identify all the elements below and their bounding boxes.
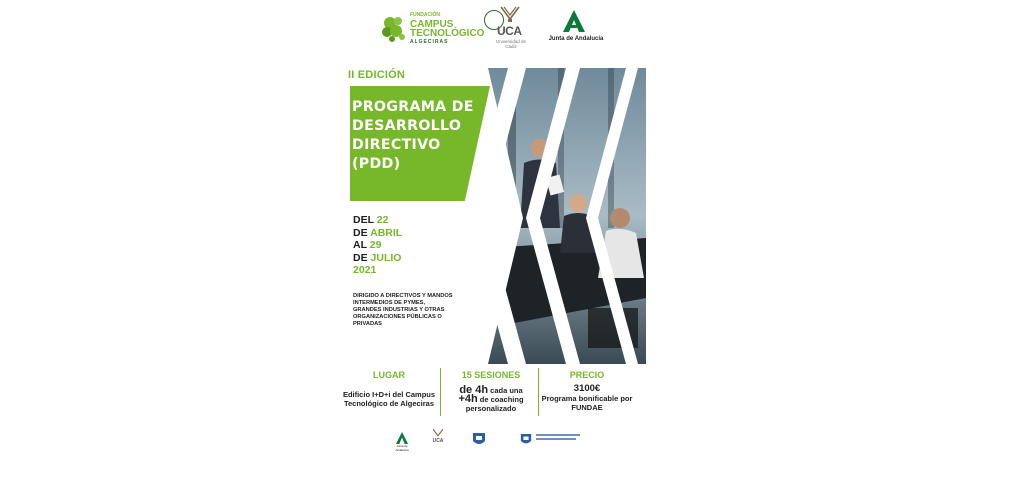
tecnologico-label: TECNOLÓGICO bbox=[410, 28, 485, 39]
fundacion-label: FUNDACIÓN bbox=[410, 12, 440, 18]
fundacion-logo-text bbox=[410, 11, 484, 47]
sesiones-body bbox=[444, 386, 538, 413]
uca-emblem-icon bbox=[499, 5, 521, 23]
sesiones-column bbox=[444, 370, 538, 413]
uca-small-label: UCA bbox=[432, 438, 444, 444]
bubbles-icon bbox=[380, 13, 410, 43]
sesiones-rest: de coaching bbox=[477, 395, 524, 404]
program-title: PROGRAMA DE DESARROLLO DIRECTIVO (PDD) bbox=[352, 99, 474, 172]
logo-line bbox=[536, 434, 580, 436]
junta-a-icon bbox=[395, 432, 409, 444]
precio-heading: PRECIO bbox=[569, 370, 605, 380]
date-value: 22 bbox=[376, 214, 389, 226]
date-value: ABRIL bbox=[370, 226, 403, 239]
edition-label: II EDICIÓN bbox=[348, 69, 406, 81]
sesiones-heading: 15 SESIONES bbox=[461, 370, 521, 380]
date-prefix: AL bbox=[353, 239, 370, 251]
date-value: 2021 bbox=[353, 264, 377, 276]
date-prefix: DEL bbox=[353, 214, 377, 226]
precio-body: Programa bonificable por FUNDAE bbox=[541, 394, 633, 412]
poster bbox=[340, 0, 684, 478]
date-line bbox=[353, 264, 402, 277]
date-line bbox=[353, 252, 402, 265]
logo-line bbox=[536, 438, 576, 440]
audience-text: DIRIGIDO A DIRECTIVOS Y MANDOS INTERMEDIOS DE PYMES, GRANDES INDUSTRIAS Y OTRAS ORGANIZACIONES PÚBLICAS O PRIVADAS bbox=[353, 293, 453, 327]
municipal-logo bbox=[520, 432, 580, 454]
junta-label: Junta de Andalucía bbox=[548, 36, 604, 42]
lugar-column bbox=[342, 370, 436, 408]
dates-block bbox=[353, 214, 402, 277]
precio-column bbox=[540, 370, 634, 412]
junta-a-icon bbox=[563, 10, 585, 32]
divider bbox=[440, 368, 441, 416]
junta-small-logo bbox=[390, 432, 414, 454]
sesiones-bold: de 4h bbox=[459, 384, 489, 396]
coat-of-arms-icon bbox=[520, 432, 532, 448]
sesiones-line bbox=[444, 395, 538, 404]
date-value: JULIO bbox=[370, 251, 402, 264]
date-line bbox=[353, 214, 402, 227]
precio-amount: 3100€ bbox=[573, 383, 601, 394]
uca-label: UCA bbox=[497, 24, 522, 38]
lugar-heading: LUGAR bbox=[373, 370, 405, 380]
date-line bbox=[353, 239, 402, 252]
date-line bbox=[353, 227, 402, 240]
meeting-photo bbox=[448, 68, 646, 364]
algeciras-label: ALGECIRAS bbox=[410, 39, 449, 45]
junta-logo bbox=[545, 10, 605, 46]
date-value: 29 bbox=[369, 239, 382, 251]
uca-subtitle: Universidad de Cádiz bbox=[495, 39, 527, 49]
date-prefix: DE bbox=[353, 251, 371, 264]
ayuntamiento-logo bbox=[472, 432, 494, 454]
uca-small-logo bbox=[428, 428, 448, 450]
fundacion-campus-logo bbox=[380, 9, 500, 47]
campus-label: CAMPUS bbox=[410, 19, 454, 30]
sesiones-bold: +4h bbox=[458, 393, 478, 405]
coat-of-arms-icon bbox=[472, 432, 486, 448]
sesiones-rest: cada una bbox=[488, 386, 523, 395]
lugar-body: Edificio I+D+i del Campus Tecnológico de Algeciras bbox=[342, 390, 436, 408]
uca-emblem-icon bbox=[432, 428, 444, 438]
uca-logo bbox=[495, 5, 525, 51]
date-prefix: DE bbox=[353, 226, 371, 239]
sesiones-line: personalizado bbox=[465, 404, 517, 413]
junta-small-label: Junta de Andalucía bbox=[395, 444, 409, 452]
divider bbox=[538, 368, 539, 416]
